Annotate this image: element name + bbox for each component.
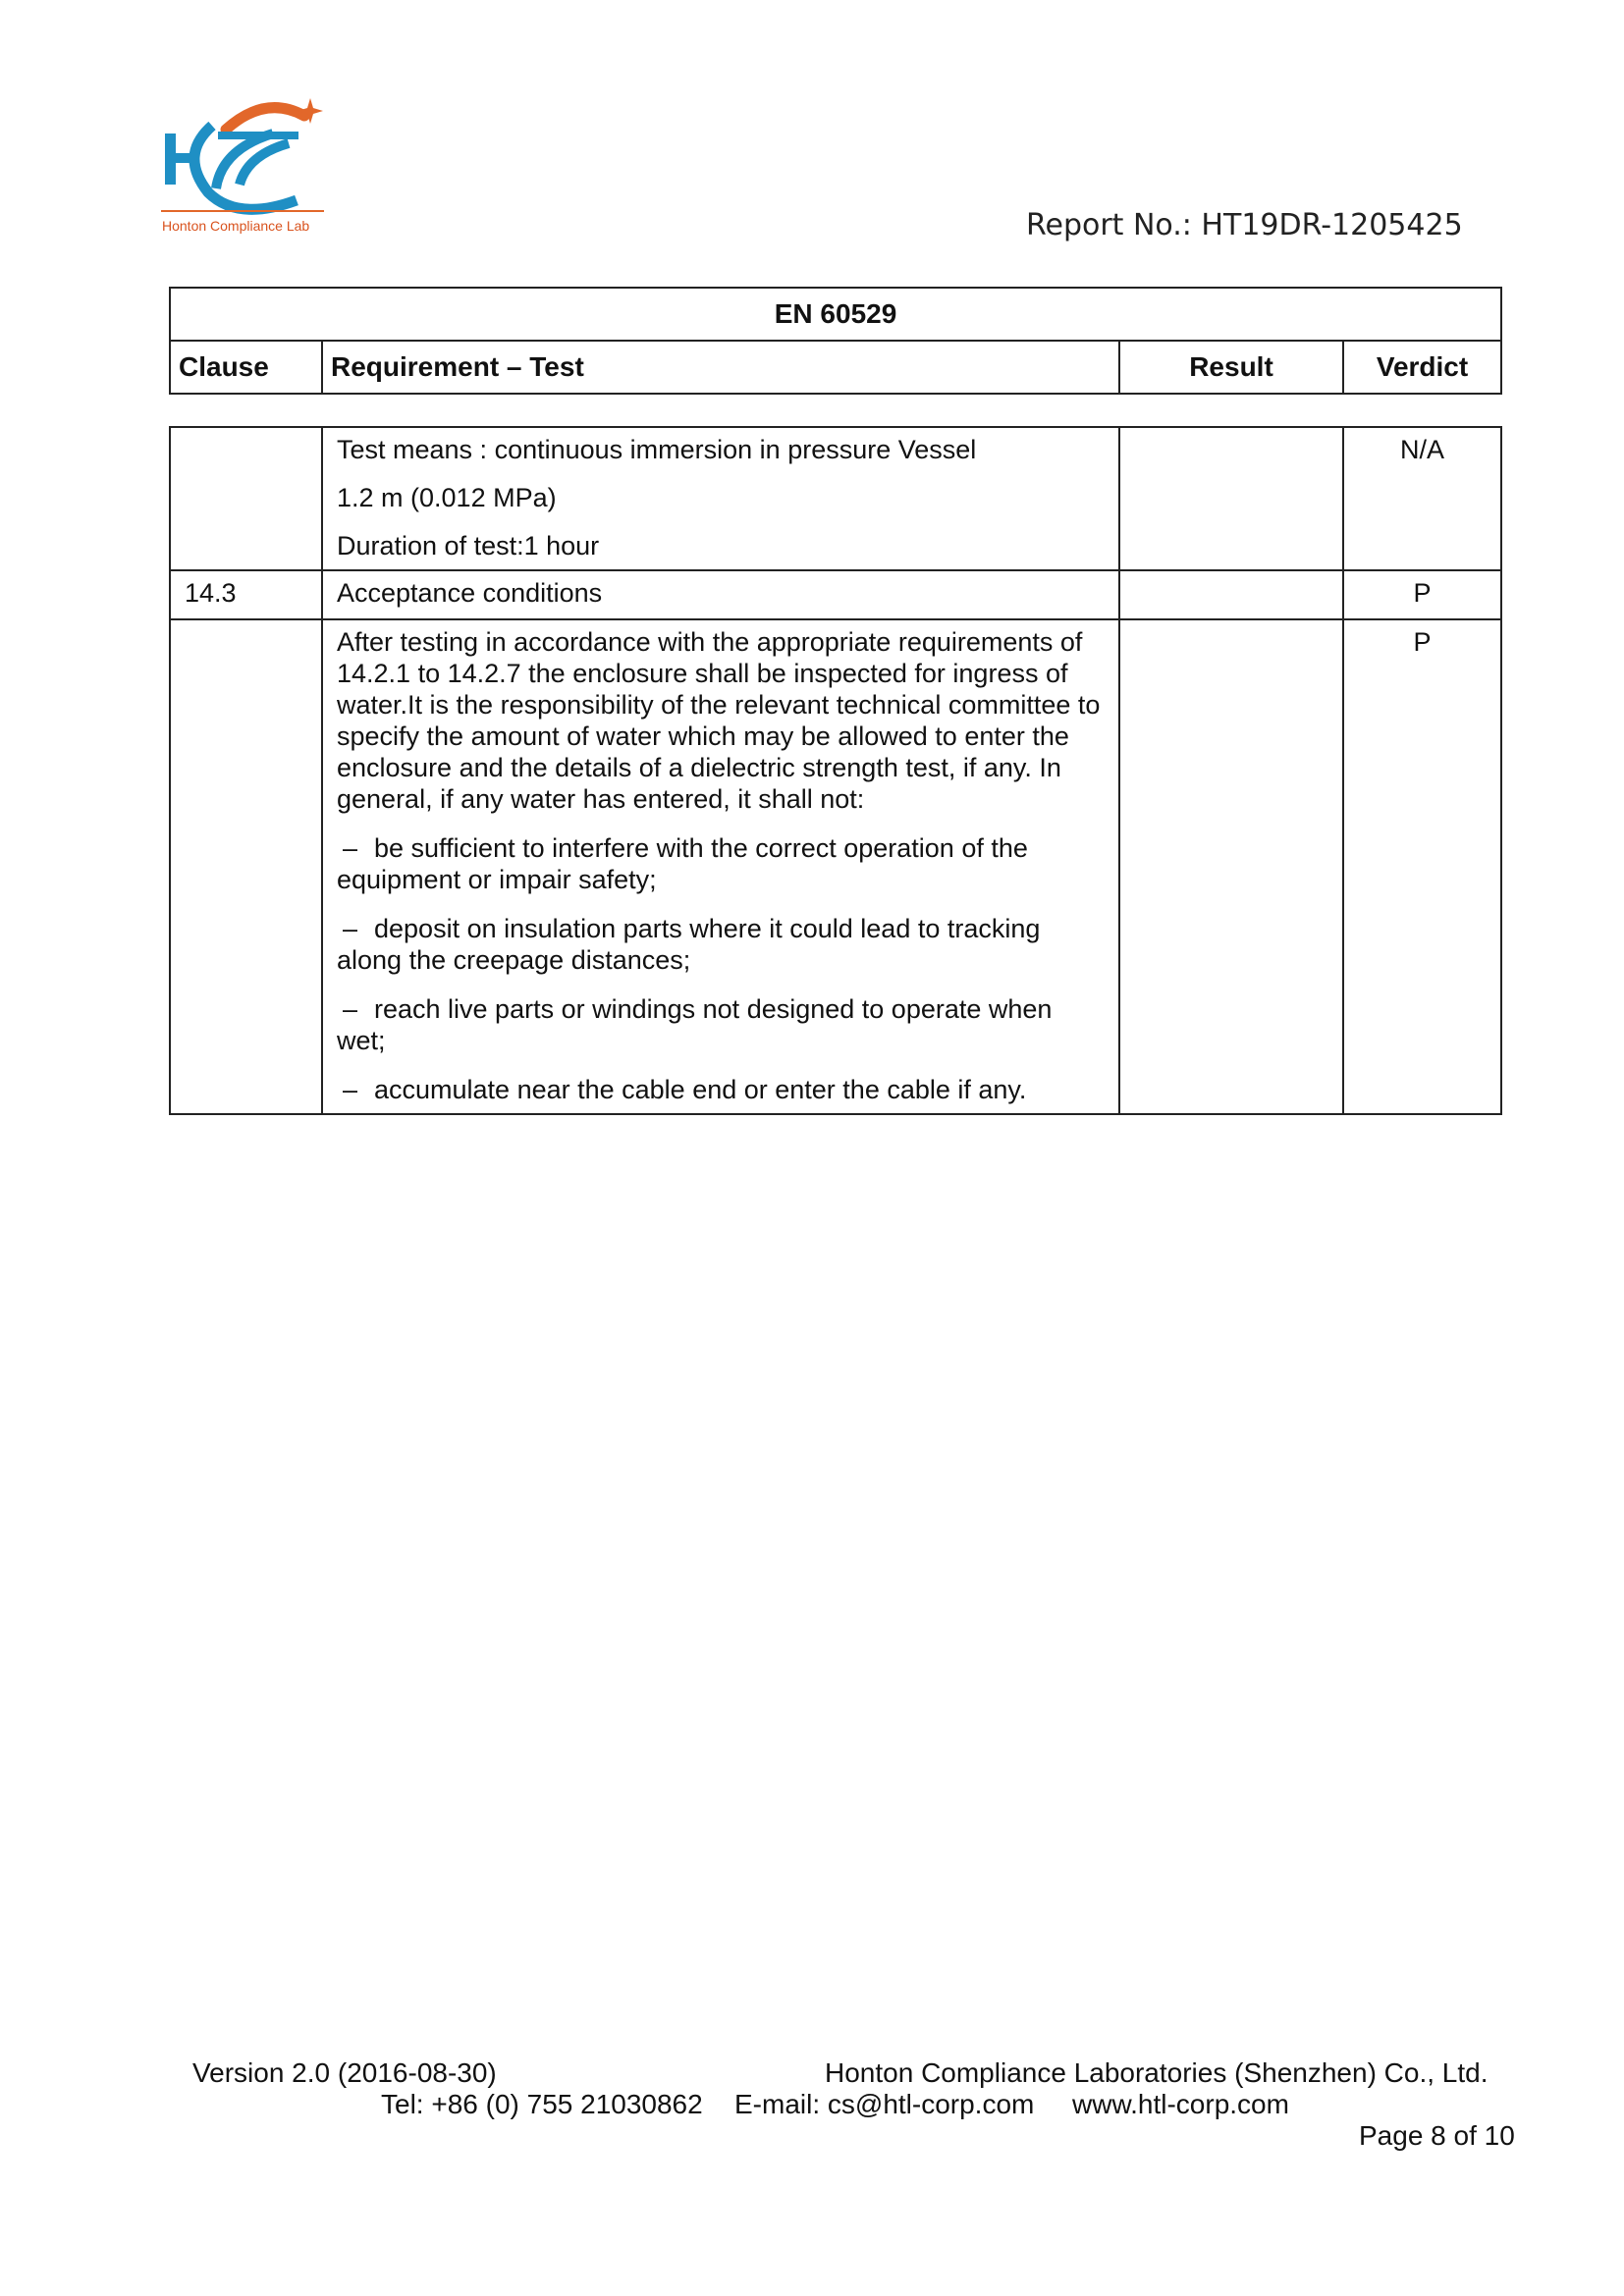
footer-company: Honton Compliance Laboratories (Shenzhen) Co., Ltd.	[825, 2057, 1489, 2088]
page-number: Page 8 of 10	[1359, 2120, 1515, 2151]
table-row	[170, 570, 1501, 619]
requirement-bullet	[337, 993, 1105, 1056]
footer-email: E-mail: cs@htl-corp.com	[734, 2089, 1035, 2119]
verdict-cell: N/A	[1343, 427, 1501, 570]
footer-telephone: Tel: +86 (0) 755 21030862	[381, 2089, 703, 2119]
requirement-bullet	[337, 913, 1105, 976]
table-row	[170, 427, 1501, 570]
clause-cell: 14.3	[170, 570, 322, 619]
bullet-text: be sufficient to interfere with the correct operation of the equipment or impair safety;	[337, 833, 1028, 894]
column-header-requirement: Requirement – Test	[322, 341, 1119, 394]
dash-marker: –	[343, 1075, 358, 1104]
requirement-cell	[322, 619, 1119, 1114]
requirement-line: Duration of test:1 hour	[337, 531, 600, 561]
bullet-text: reach live parts or windings not designed to operate when wet;	[337, 994, 1053, 1055]
standard-title: EN 60529	[170, 288, 1501, 341]
requirement-cell	[322, 427, 1119, 570]
requirement-paragraph: After testing in accordance with the appropriate requirements of 14.2.1 to 14.2.7 the enclosure shall be inspected for ingress of water.It is the responsibility of the relevant technical committee to specify the amount of water which may be allowed to enter the enclosure and the details of a dielectric strength test, if any. In general, if any water has entered, it shall not:	[337, 627, 1101, 814]
requirement-line: Acceptance conditions	[337, 578, 603, 608]
requirement-cell	[322, 570, 1119, 619]
requirement-bullet	[337, 1074, 1105, 1105]
column-header-verdict: Verdict	[1343, 341, 1501, 394]
bullet-text: accumulate near the cable end or enter the cable if any.	[374, 1075, 1027, 1104]
result-cell	[1119, 427, 1343, 570]
verdict-cell: P	[1343, 570, 1501, 619]
verdict-cell: P	[1343, 619, 1501, 1114]
report-number: Report No.: HT19DR-1205425	[1026, 208, 1463, 242]
requirement-bullet	[337, 832, 1105, 895]
result-cell	[1119, 619, 1343, 1114]
column-header-result: Result	[1119, 341, 1343, 394]
requirements-table	[169, 426, 1502, 1115]
requirement-line: Test means : continuous immersion in pressure Vessel	[337, 435, 977, 464]
dash-marker: –	[343, 994, 358, 1024]
standard-header-table	[169, 287, 1502, 395]
company-logo	[157, 94, 330, 241]
bullet-text: deposit on insulation parts where it could lead to tracking along the creepage distances;	[337, 914, 1041, 975]
footer-version: Version 2.0 (2016-08-30)	[192, 2057, 497, 2088]
dash-marker: –	[343, 833, 358, 863]
requirement-line: 1.2 m (0.012 MPa)	[337, 483, 557, 512]
table-row	[170, 619, 1501, 1114]
dash-marker: –	[343, 914, 358, 943]
column-header-clause: Clause	[170, 341, 322, 394]
clause-cell	[170, 427, 322, 570]
htl-logo-icon	[157, 94, 330, 218]
result-cell	[1119, 570, 1343, 619]
logo-caption: Honton Compliance Lab	[162, 218, 310, 234]
footer-website: www.htl-corp.com	[1072, 2089, 1289, 2119]
clause-cell	[170, 619, 322, 1114]
